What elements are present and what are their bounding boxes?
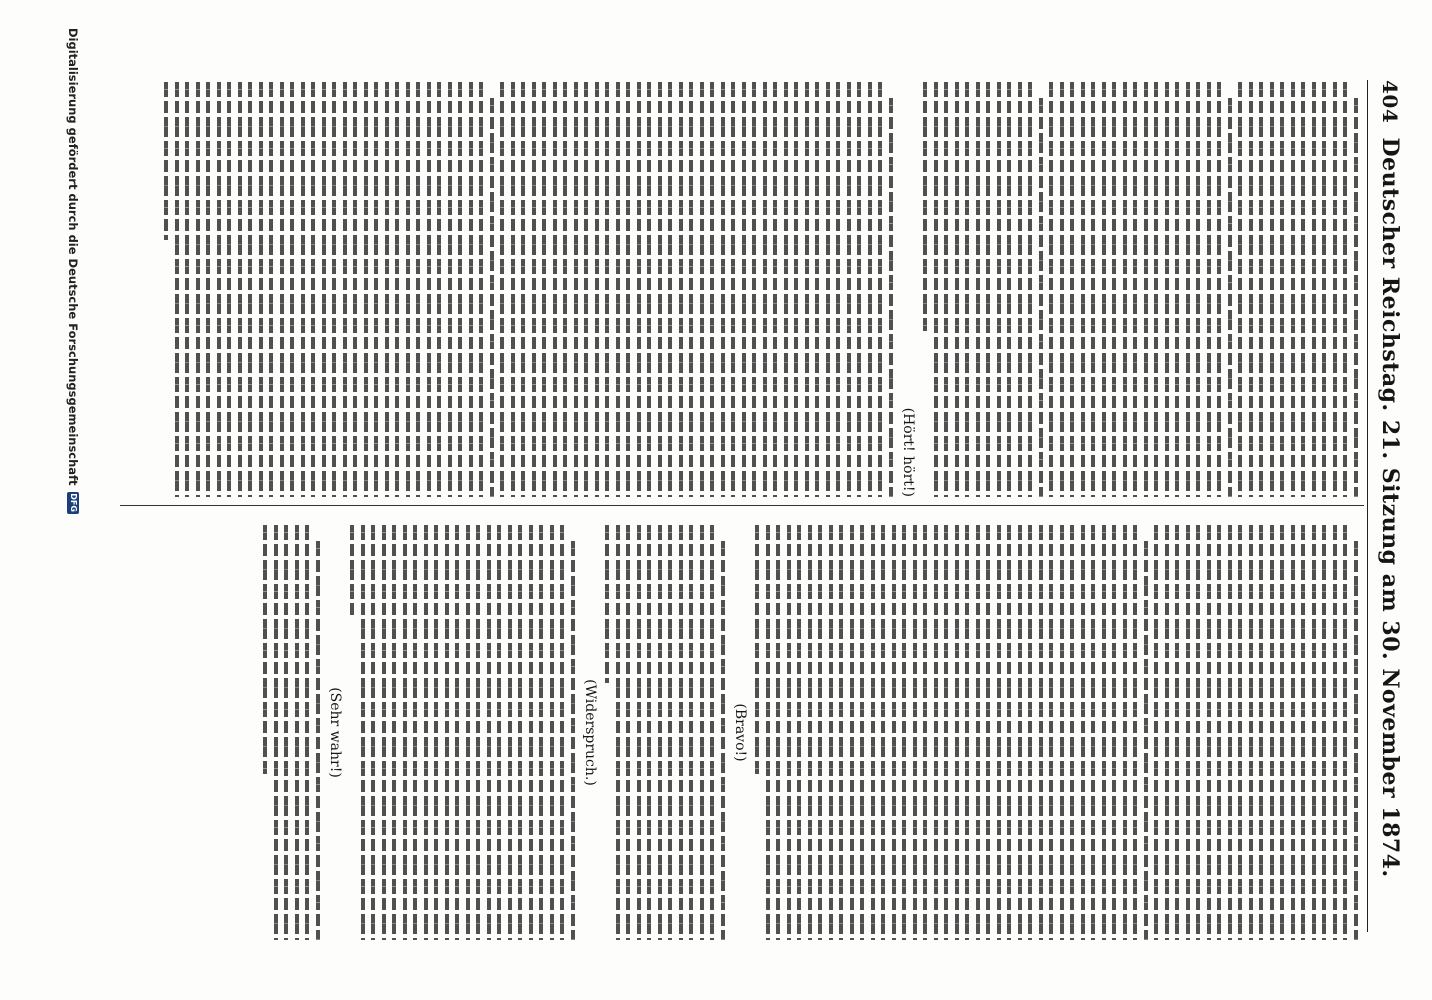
text-line (1102, 82, 1106, 497)
text-line (1312, 82, 1316, 497)
text-line (564, 82, 568, 497)
text-line (343, 82, 347, 497)
text-line (1029, 82, 1033, 497)
text-line (1144, 82, 1148, 497)
text-line (1354, 541, 1358, 940)
text-line (837, 82, 841, 497)
text-line (795, 82, 799, 497)
text-line (847, 82, 851, 497)
text-line (406, 82, 410, 497)
text-line (1134, 82, 1138, 497)
text-line (690, 82, 694, 497)
text-line (1039, 98, 1043, 497)
text-line (196, 82, 200, 497)
text-line (955, 82, 959, 497)
digitization-credit: Digitalisierung gefördert durch die Deutsche Forschungsgemeinschaft (66, 28, 80, 486)
text-line (861, 525, 865, 940)
text-line (966, 525, 970, 940)
text-line (829, 525, 833, 940)
text-line (1102, 525, 1106, 940)
page-title: Deutscher Reichstag. 21. Sitzung am 30. November 1874. (1377, 137, 1403, 878)
text-line (477, 525, 481, 940)
text-line (934, 82, 938, 497)
text-line (1092, 525, 1096, 940)
text-line (448, 82, 452, 497)
text-line (361, 525, 365, 940)
paragraph-block (606, 525, 726, 940)
text-line (1176, 82, 1180, 497)
text-line (1281, 525, 1285, 940)
text-line (1060, 82, 1064, 497)
text-line (1291, 525, 1295, 940)
text-line (606, 82, 610, 497)
text-line (1344, 525, 1348, 940)
text-line (1218, 525, 1222, 940)
text-line (438, 82, 442, 497)
text-line (1260, 82, 1264, 497)
text-line (924, 82, 928, 331)
text-line (648, 525, 652, 940)
text-line (816, 82, 820, 497)
text-line (498, 525, 502, 940)
text-line (351, 525, 355, 616)
text-line (987, 82, 991, 497)
text-line (322, 82, 326, 497)
text-line (316, 541, 320, 940)
text-line (175, 82, 179, 497)
text-line (924, 525, 928, 940)
text-line (553, 82, 557, 497)
text-line (487, 525, 491, 940)
text-line (186, 82, 190, 497)
text-line (858, 82, 862, 497)
text-line (787, 525, 791, 940)
text-line (1323, 82, 1327, 497)
paragraph-block (924, 82, 1359, 497)
text-line (1228, 98, 1232, 497)
text-line (868, 82, 872, 497)
text-line (1008, 525, 1012, 940)
paragraph-block (756, 525, 1359, 940)
page-header (1370, 80, 1410, 932)
text-line (1165, 82, 1169, 497)
text-line (763, 82, 767, 497)
text-line (997, 82, 1001, 497)
text-line (892, 525, 896, 940)
text-line (435, 525, 439, 940)
text-line (1260, 525, 1264, 940)
digitization-footer (60, 28, 86, 928)
text-line (1249, 525, 1253, 940)
text-line (466, 525, 470, 940)
text-line (393, 525, 397, 940)
text-line (459, 82, 463, 497)
text-line (934, 525, 938, 940)
text-line (658, 525, 662, 940)
text-line (1291, 82, 1295, 497)
text-line (396, 82, 400, 497)
text-line (1018, 82, 1022, 497)
text-line (669, 525, 673, 940)
text-line (424, 525, 428, 940)
text-line (375, 82, 379, 497)
text-line (1113, 82, 1117, 497)
text-line (540, 525, 544, 940)
text-line (274, 525, 278, 940)
text-line (777, 525, 781, 940)
text-line (469, 82, 473, 497)
text-line (238, 82, 242, 497)
text-column-right (120, 525, 1358, 940)
text-line (585, 82, 589, 497)
text-line (987, 525, 991, 940)
text-line (1134, 525, 1138, 940)
page-number: 404 (1378, 80, 1402, 124)
text-line (1239, 82, 1243, 497)
text-line (945, 525, 949, 940)
text-line (889, 98, 893, 497)
text-line (1060, 525, 1064, 940)
text-line (291, 82, 295, 497)
text-line (945, 82, 949, 497)
text-line (732, 82, 736, 497)
text-line (1333, 82, 1337, 497)
text-line (1270, 525, 1274, 940)
paragraph-block (264, 525, 321, 940)
text-line (207, 82, 211, 497)
text-line (879, 82, 883, 497)
text-line (1081, 82, 1085, 497)
text-line (285, 525, 289, 940)
interjection-sehr-wahr: (Sehr wahr!) (327, 687, 343, 778)
text-line (427, 82, 431, 497)
text-line (280, 82, 284, 497)
text-line (637, 82, 641, 497)
text-line (354, 82, 358, 497)
text-line (784, 82, 788, 497)
text-line (1323, 525, 1327, 940)
text-line (721, 541, 725, 940)
text-line (679, 82, 683, 497)
text-line (480, 82, 484, 497)
text-line (1344, 82, 1348, 497)
interjection-bravo: (Bravo!) (732, 703, 748, 762)
text-line (1249, 82, 1253, 497)
text-line (301, 82, 305, 497)
text-line (1302, 82, 1306, 497)
text-line (1081, 525, 1085, 940)
text-line (1123, 525, 1127, 940)
text-line (1155, 82, 1159, 497)
text-line (871, 525, 875, 940)
text-line (711, 525, 715, 940)
text-line (385, 82, 389, 497)
text-line (1018, 525, 1022, 940)
text-line (1071, 82, 1075, 497)
text-line (249, 82, 253, 497)
text-line (808, 525, 812, 940)
text-line (519, 525, 523, 940)
text-line (690, 525, 694, 940)
text-line (508, 525, 512, 940)
paragraph-block (165, 82, 894, 497)
text-line (955, 525, 959, 940)
text-line (259, 82, 263, 497)
text-line (511, 82, 515, 497)
text-line (1239, 525, 1243, 940)
text-line (1302, 525, 1306, 940)
text-line (1050, 525, 1054, 940)
text-line (766, 525, 770, 940)
text-line (616, 525, 620, 940)
text-line (882, 525, 886, 940)
text-line (1092, 82, 1096, 497)
text-line (312, 82, 316, 497)
text-line (742, 82, 746, 497)
text-line (532, 82, 536, 497)
header-divider (1367, 80, 1368, 932)
text-line (1165, 525, 1169, 940)
text-line (1281, 82, 1285, 497)
text-line (270, 82, 274, 497)
text-line (1186, 525, 1190, 940)
text-line (840, 525, 844, 940)
text-line (333, 82, 337, 497)
text-line (414, 525, 418, 940)
text-line (1228, 525, 1232, 940)
text-line (700, 525, 704, 940)
text-line (700, 82, 704, 497)
text-line (1333, 525, 1337, 940)
interjection-widerspruch: (Widerspruch.) (582, 679, 598, 786)
text-line (1008, 82, 1012, 497)
text-line (1176, 525, 1180, 940)
text-line (826, 82, 830, 497)
text-line (490, 98, 494, 497)
text-line (1071, 525, 1075, 940)
text-line (417, 82, 421, 497)
text-line (1218, 82, 1222, 497)
text-line (1354, 98, 1358, 497)
text-line (850, 525, 854, 940)
text-line (1207, 82, 1211, 497)
text-line (648, 82, 652, 497)
text-column-left (120, 82, 1358, 497)
text-line (543, 82, 547, 497)
text-line (637, 525, 641, 940)
text-line (616, 82, 620, 497)
text-line (529, 525, 533, 940)
text-line (997, 525, 1001, 940)
text-line (1270, 82, 1274, 497)
text-line (445, 525, 449, 940)
text-line (976, 525, 980, 940)
text-line (606, 525, 610, 683)
text-line (913, 525, 917, 940)
text-line (561, 525, 565, 940)
interjection-hort: (Hört! hört!) (900, 407, 916, 497)
text-line (669, 82, 673, 497)
text-line (372, 525, 376, 940)
text-line (217, 82, 221, 497)
text-line (595, 82, 599, 497)
text-line (721, 82, 725, 497)
text-line (1050, 82, 1054, 497)
text-line (679, 525, 683, 940)
text-line (966, 82, 970, 497)
text-line (1113, 525, 1117, 940)
text-line (1029, 525, 1033, 940)
text-line (522, 82, 526, 497)
text-line (1312, 525, 1316, 940)
text-line (1123, 82, 1127, 497)
column-divider (120, 505, 1364, 506)
text-line (574, 82, 578, 497)
text-line (711, 82, 715, 497)
text-line (295, 525, 299, 940)
text-line (306, 525, 310, 940)
text-line (382, 525, 386, 940)
text-line (456, 525, 460, 940)
text-line (571, 541, 575, 940)
text-line (798, 525, 802, 940)
text-line (627, 82, 631, 497)
text-line (753, 82, 757, 497)
text-line (658, 82, 662, 497)
text-line (819, 525, 823, 940)
text-line (976, 82, 980, 497)
text-line (1197, 82, 1201, 497)
text-line (165, 82, 169, 240)
text-line (1144, 541, 1148, 940)
text-line (774, 82, 778, 497)
text-line (403, 525, 407, 940)
text-line (1197, 525, 1201, 940)
text-line (903, 525, 907, 940)
text-line (1207, 525, 1211, 940)
text-line (264, 525, 268, 774)
text-line (805, 82, 809, 497)
text-line (1186, 82, 1190, 497)
text-line (1039, 525, 1043, 940)
text-line (364, 82, 368, 497)
text-line (501, 82, 505, 497)
text-line (1155, 525, 1159, 940)
text-line (627, 525, 631, 940)
text-line (550, 525, 554, 940)
paragraph-block (351, 525, 576, 940)
dfg-logo: DFG (69, 493, 78, 512)
text-line (228, 82, 232, 497)
text-line (756, 525, 760, 774)
